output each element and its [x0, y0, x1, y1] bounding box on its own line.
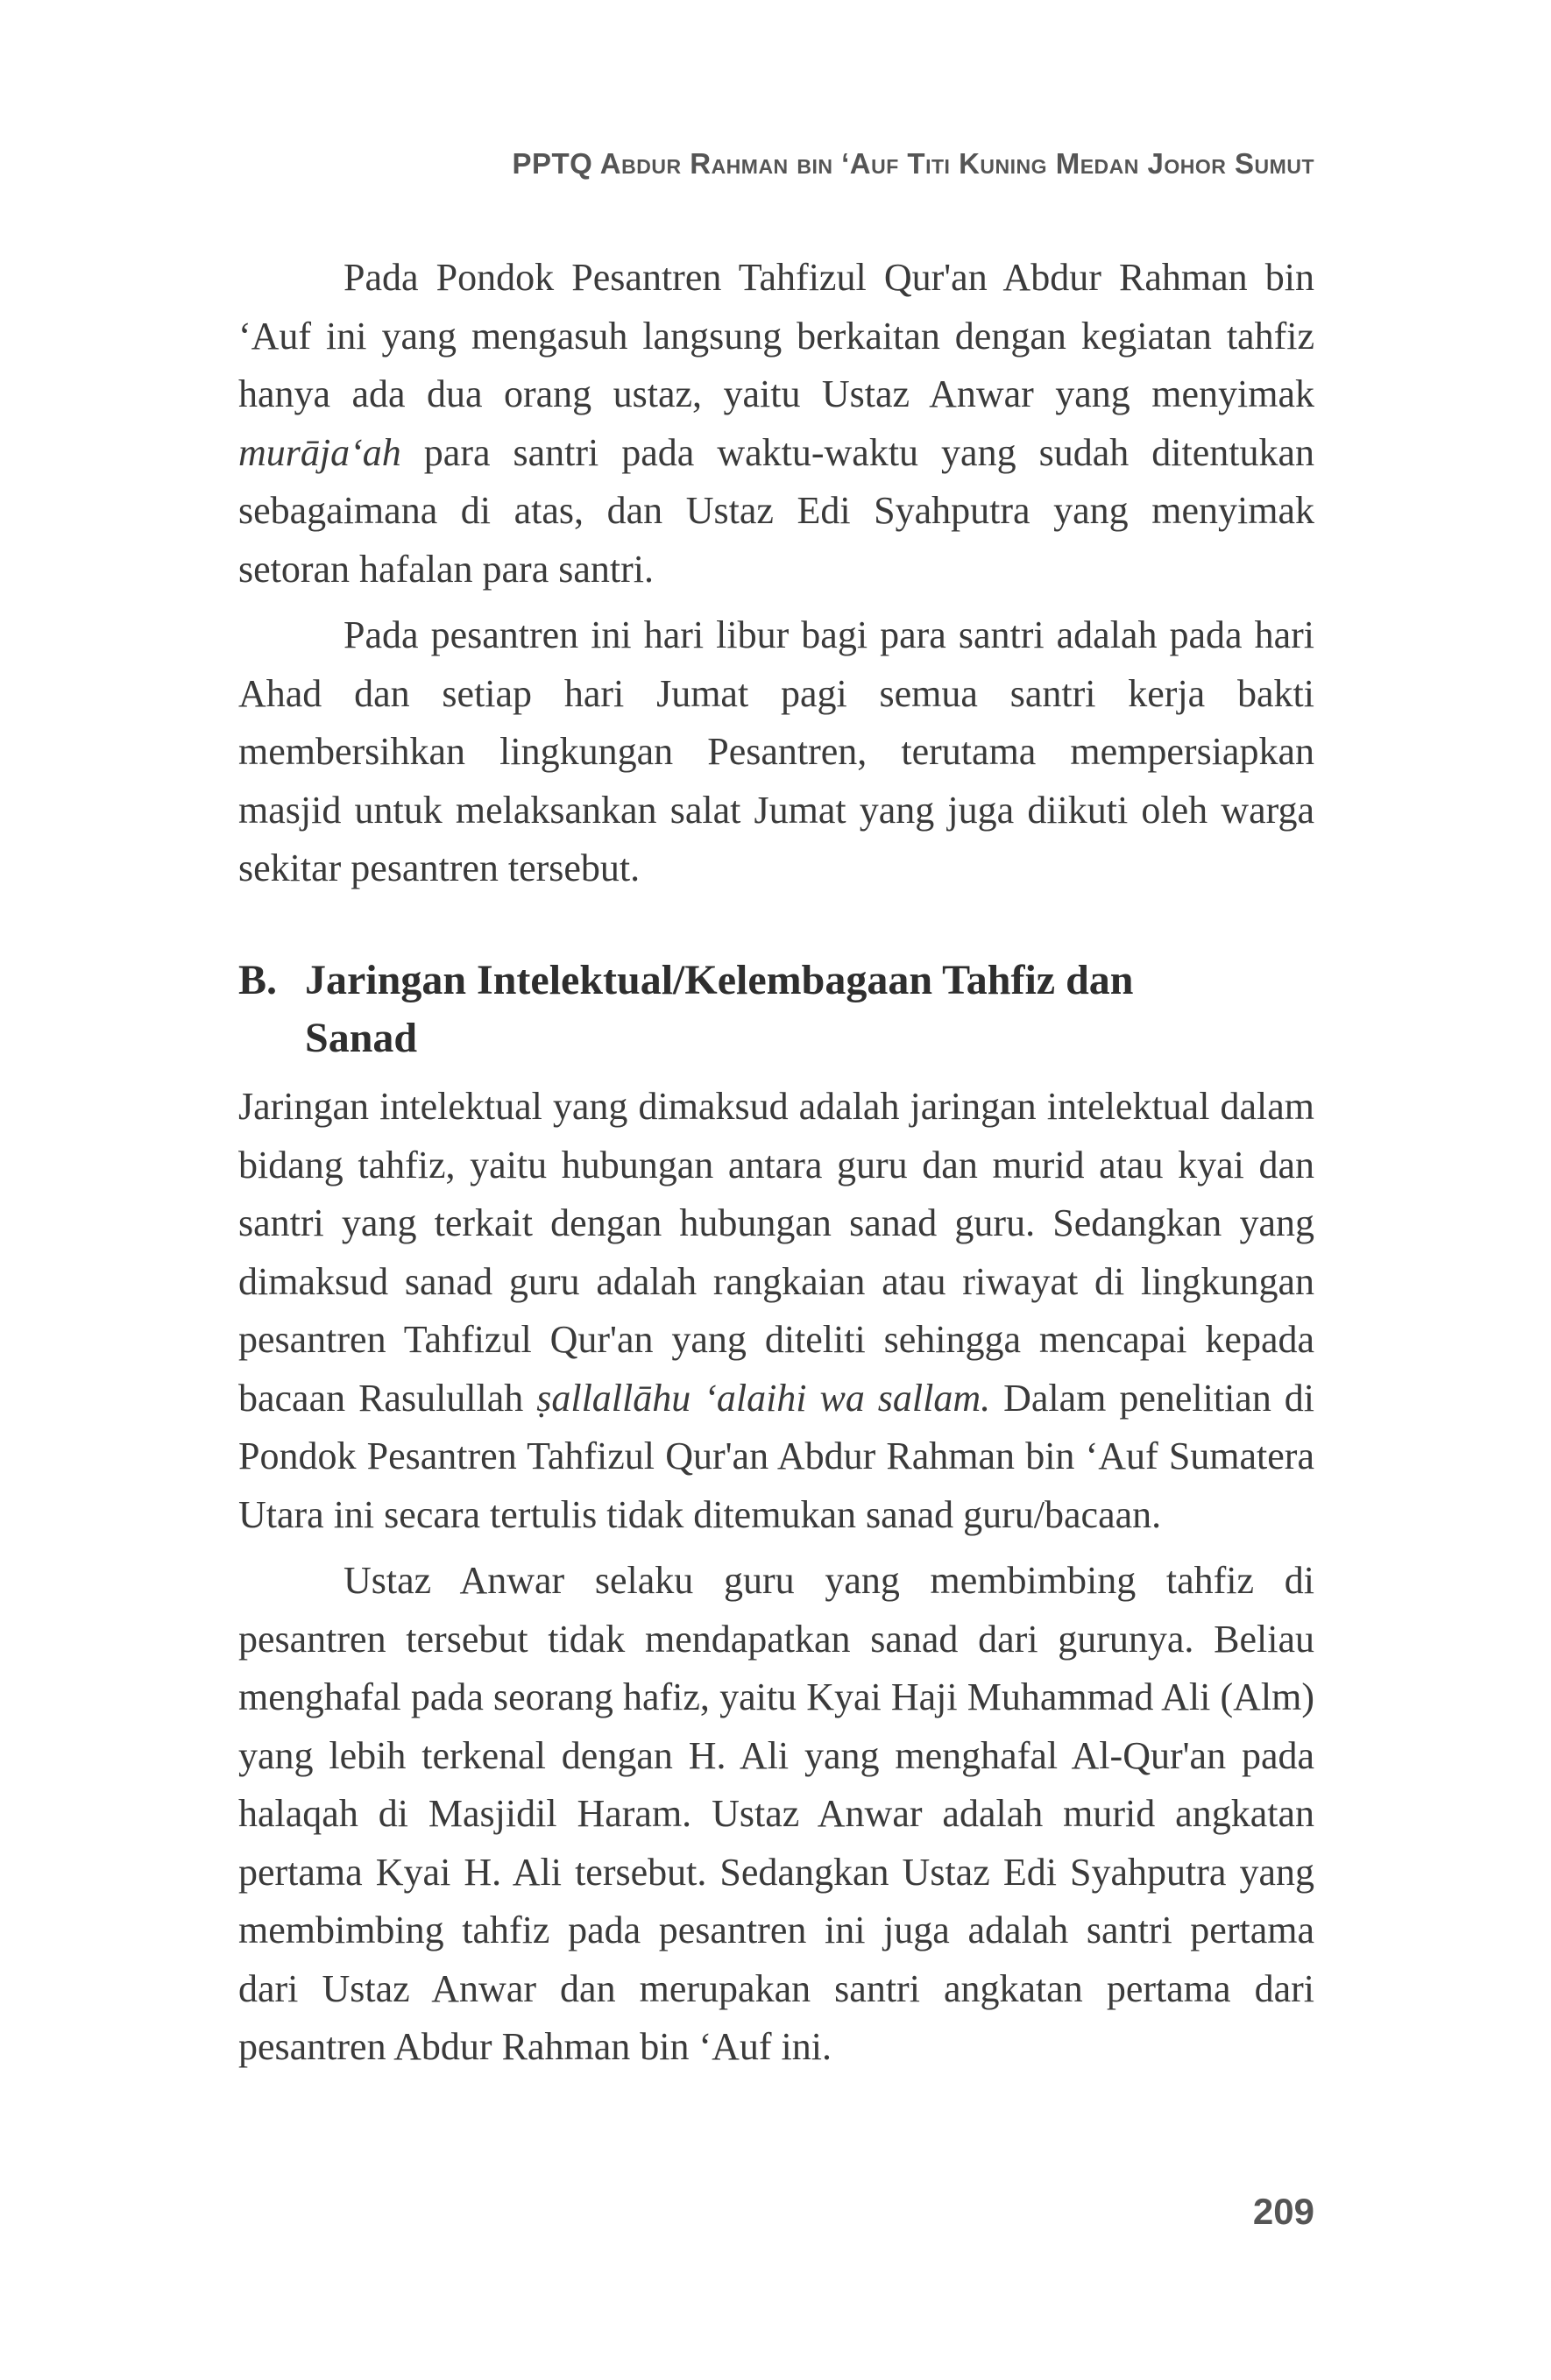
paragraph-ustaz-anwar: Ustaz Anwar selaku guru yang membimbing tahfiz di pesantren tersebut tidak mendapatkan sanad dari gurunya. Beliau menghafal pada seorang hafiz, yaitu Kyai Haji Muhammad Ali (Alm) yang lebih terkenal dengan H. Ali yang menghafal Al-Qur'an pada halaqah di Masjidil Haram. Ustaz Anwar adalah murid angkatan pertama Kyai H. Ali tersebut. Sedangkan Ustaz Edi Syahputra yang membimbing tahfiz pada pesantren ini juga adalah santri pertama dari Ustaz Anwar dan merupakan santri angkatan pertama dari pesantren Abdur Rahman bin ‘Auf ini. [238, 1559, 1314, 2068]
paragraph-text: Jaringan intelektual yang dimaksud adalah jaringan intelektual dalam bidang tahfiz, yaitu hubungan antara guru dan murid atau kyai dan santri yang terkait dengan hubungan sanad guru. Sedangkan yang dimaksud sanad guru adalah rangkaian atau riwayat di lingkungan pesantren Tahfizul Qur'an yang diteliti sehingga mencapai kepada bacaan Rasulullah [238, 1085, 1314, 1420]
italic-term-muraja-ah: murāja‘ah [238, 430, 401, 474]
paragraph-jaringan-intelektual [238, 1078, 1314, 1544]
section-title-part-1: Jaringan Intelektual/Kelembagaan Tahfiz dan [305, 957, 1134, 1003]
section-heading [238, 952, 1314, 1067]
paragraph-text: Dalam penelitian di Pondok Pesantren Tahfizul Qur'an Abdur Rahman bin ‘Auf Sumatera Utara ini secara tertulis tidak ditemukan sanad guru/bacaan. [238, 1376, 1314, 1536]
italic-term-shalawat: ṣallallāhu ‘alaihi wa sallam. [536, 1376, 991, 1420]
section-letter: B. [238, 957, 278, 1003]
running-header: PPTQ Abdur Rahman bin ‘Auf Titi Kuning Medan Johor Sumut [512, 147, 1314, 180]
paragraph-hari-libur: Pada pesantren ini hari libur bagi para santri adalah pada hari Ahad dan setiap hari Jumat pagi semua santri kerja bakti membersihkan lingkungan Pesantren, terutama mempersiapkan masjid untuk melaksankan salat Jumat yang juga diikuti oleh warga sekitar pesantren tersebut. [238, 613, 1314, 889]
paragraph-text: Pada Pondok Pesantren Tahfizul Qur'an Abdur Rahman bin ‘Auf ini yang mengasuh langsung berkaitan dengan kegiatan tahfiz hanya ada dua orang ustaz, yaitu Ustaz Anwar yang menyimak [238, 256, 1314, 415]
section-b-text-block [238, 1078, 1314, 2085]
paragraph-text: para santri pada waktu-waktu yang sudah ditentukan sebagaimana di atas, dan Ustaz Edi Syahputra yang menyimak setoran hafalan para santri. [238, 430, 1314, 591]
paragraph-pengasuh-tahfiz [238, 249, 1314, 599]
top-text-block [238, 249, 1314, 906]
section-heading-line-1 [238, 952, 1314, 1009]
page-number: 209 [1252, 2191, 1314, 2232]
section-title-part-2: Sanad [305, 1015, 418, 1061]
